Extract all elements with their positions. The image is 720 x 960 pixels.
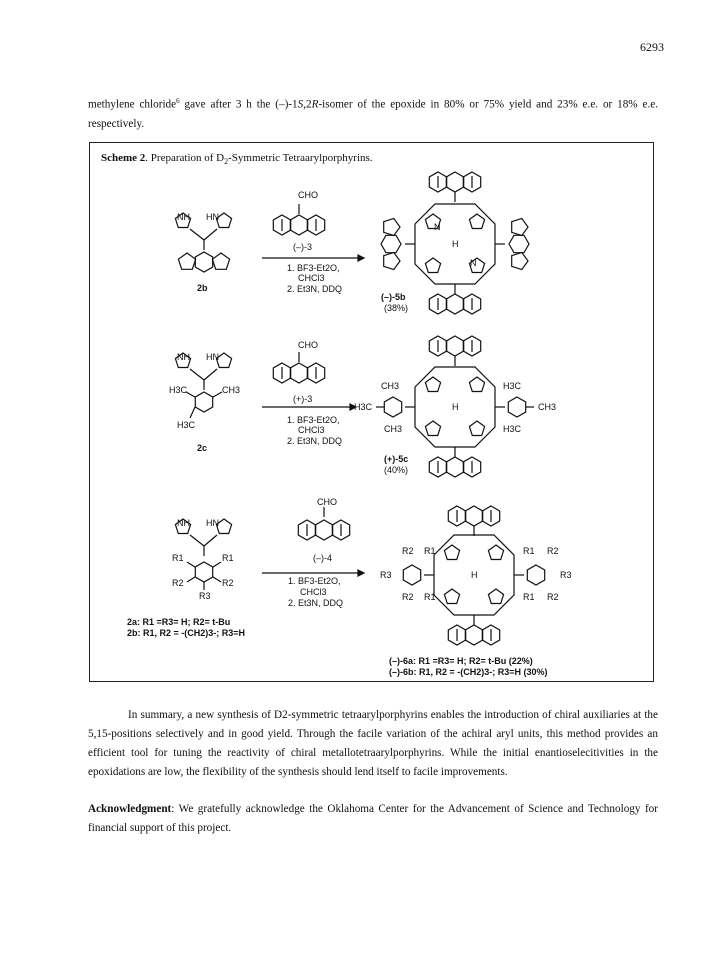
row1-cond3: 2. Et3N, DDQ — [287, 284, 343, 294]
row2-reagent: (+)-3 — [293, 394, 313, 404]
row2-h: H — [452, 402, 459, 412]
row3-reagent: (–)-4 — [313, 553, 333, 563]
row2-reactant-label: 2c — [197, 443, 208, 453]
row1-nh: NH — [177, 212, 190, 222]
row2-h3c-bottom: H3C — [177, 420, 196, 430]
row3-r2-b: R2 — [547, 546, 559, 556]
row1-yield: (38%) — [384, 303, 409, 313]
row3-prod-6a: (–)-6a: R1 =R3= H; R2= t-Bu (22%) — [389, 656, 533, 666]
row3-cond3: 2. Et3N, DDQ — [288, 598, 344, 608]
row3-r2-a: R2 — [402, 546, 414, 556]
row2-nh: NH — [177, 352, 190, 362]
row2-product-name: (+)-5c — [384, 454, 409, 464]
row2-ch3-right: CH3 — [222, 385, 241, 395]
row2-cond2: CHCl3 — [298, 425, 325, 435]
row3-nh: NH — [177, 518, 190, 528]
row1-n-b: N — [470, 258, 477, 268]
row3-prod-6b: (–)-6b: R1, R2 = -(CH2)3-; R3=H (30%) — [389, 667, 548, 677]
scheme-title: Scheme 2. Preparation of $D_2$-Symmetric Tetraarylporphyrins. — [101, 152, 373, 167]
row3-h: H — [471, 570, 478, 580]
row3-r2-right: R2 — [222, 578, 234, 588]
row2-h3c-b: H3C — [354, 402, 373, 412]
row1-aldehyde-3 — [273, 204, 324, 235]
row2-h3c-left: H3C — [169, 385, 188, 395]
row2-ch3-c: CH3 — [384, 424, 403, 434]
row3-cho: CHO — [317, 497, 337, 507]
row2-h3c-c: H3C — [503, 424, 522, 434]
intro-paragraph: methylene chloride$^6$ gave after 3 h the (–)-1S,2R-isomer of the epoxide in 80% or 75% yield and 23% e.e. or 18% e.e. respectively. — [88, 97, 659, 130]
row3-r2-c: R2 — [402, 592, 414, 602]
row1-cond2: CHCl3 — [298, 273, 325, 283]
row3-aldehyde-4 — [298, 507, 349, 540]
row2-cond3: 2. Et3N, DDQ — [287, 436, 343, 446]
row3-r3: R3 — [199, 591, 211, 601]
row3-r1-right: R1 — [222, 553, 234, 563]
row2-ch3-a: CH3 — [381, 381, 400, 391]
row1-reactant-label: 2b — [197, 283, 208, 293]
row2-yield: (40%) — [384, 465, 409, 475]
row2-h3c-a: H3C — [503, 381, 522, 391]
page-number: 6293 — [640, 40, 664, 54]
row1-reagent: (–)-3 — [293, 242, 313, 252]
row3-r1-b: R1 — [523, 546, 535, 556]
row3-r1-left: R1 — [172, 553, 184, 563]
row1-h: H — [452, 239, 459, 249]
row3-r3-b: R3 — [560, 570, 572, 580]
row3-cond2: CHCl3 — [300, 587, 327, 597]
row3-r2-left: R2 — [172, 578, 184, 588]
row1-hn: HN — [206, 212, 219, 222]
row2-ch3-b: CH3 — [538, 402, 557, 412]
row2-cho: CHO — [298, 340, 318, 350]
row1-n-a: N — [434, 222, 441, 232]
row3-r1-d: R1 — [523, 592, 535, 602]
row1-cond1: 1. BF3-Et2O, — [287, 263, 340, 273]
row1-product-name: (–)-5b — [381, 292, 406, 302]
row3-r1-a: R1 — [424, 546, 436, 556]
row3-def-2a: 2a: R1 =R3= H; R2= t-Bu — [127, 617, 231, 627]
row3-def-2b: 2b: R1, R2 = -(CH2)3-; R3=H — [127, 628, 246, 638]
row2-hn: HN — [206, 352, 219, 362]
row3-r1-c: R1 — [424, 592, 436, 602]
row2-cond1: 1. BF3-Et2O, — [287, 415, 340, 425]
row3-r3-a: R3 — [380, 570, 392, 580]
row2-aldehyde-3 — [273, 352, 324, 383]
row3-r2-d: R2 — [547, 592, 559, 602]
row1-cho: CHO — [298, 190, 318, 200]
row3-hn: HN — [206, 518, 219, 528]
summary-paragraph: In summary, a new synthesis of D2-symmetric tetraarylporphyrins enables the introduction of chiral auxiliaries at the 5,15-positions selectively and in good yield. Through the facile variation of the achiral aryl units, this method provides an efficient tool for tuning the reactivity of chiral metallotetraarylporphyrins. While the initial enantioselecitivities in the epoxidations are low, the flexibility of the synthesis should lend itself to facile improvements. — [88, 709, 658, 778]
row3-cond1: 1. BF3-Et2O, — [288, 576, 341, 586]
acknowledgment-paragraph: Acknowledgment: We gratefully acknowledge the Oklahoma Center for the Advancement of Science and Technology for financial support of this project. — [88, 803, 658, 834]
